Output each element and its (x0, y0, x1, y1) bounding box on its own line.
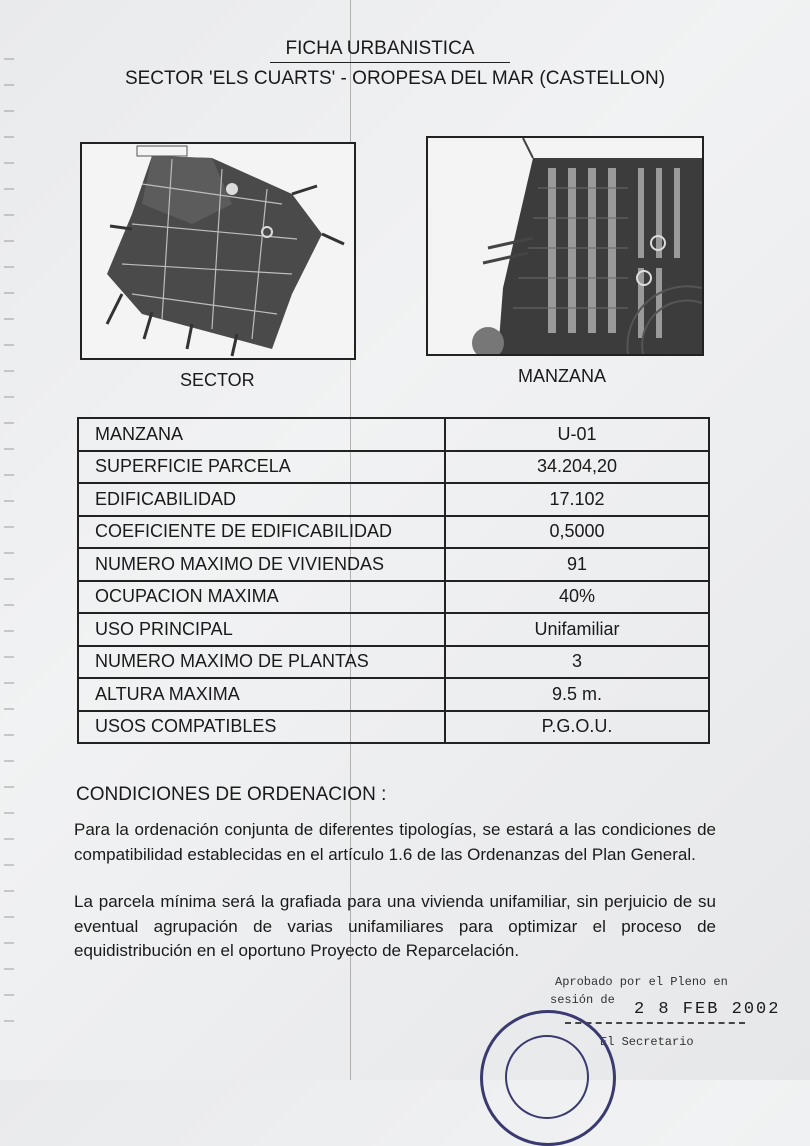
table-row (78, 418, 709, 451)
table-row (78, 581, 709, 614)
row-value: P.G.O.U. (445, 711, 709, 744)
row-label: NUMERO MAXIMO DE VIVIENDAS (78, 548, 445, 581)
row-value: U-01 (445, 418, 709, 451)
row-value: 3 (445, 646, 709, 679)
conditions-paragraph-1: Para la ordenación conjunta de diferentes tipologías, se estará a las condiciones de compatibilidad establecidas en el artículo 1.6 de las Ordenanzas del Plan General. (74, 820, 716, 864)
document-title: FICHA URBANISTICA (285, 38, 475, 59)
row-value: 0,5000 (445, 516, 709, 549)
conditions-paragraph-2: La parcela mínima será la grafiada para una vivienda unifamiliar, sin perjuicio de su eventual agrupación de varias unifamiliares para optimizar el proceso de equidistribución en el oportuno Proyecto de Reparcelación. (74, 892, 716, 960)
official-seal-icon (480, 1010, 616, 1146)
row-value: 91 (445, 548, 709, 581)
row-value: 34.204,20 (445, 451, 709, 484)
document-subtitle: SECTOR 'ELS CUARTS' - OROPESA DEL MAR (CASTELLON) (124, 68, 666, 89)
table-row (78, 711, 709, 744)
secretary-label: El Secretario (600, 1035, 694, 1049)
table-row (78, 678, 709, 711)
approval-date: 2 8 FEB 2002 (634, 1000, 781, 1019)
row-label: EDIFICABILIDAD (78, 483, 445, 516)
manzana-plan-image (426, 136, 704, 356)
conditions-heading: CONDICIONES DE ORDENACION : (76, 784, 387, 805)
row-label: USOS COMPATIBLES (78, 711, 445, 744)
stamp-dashed-line (565, 1022, 745, 1024)
sector-label: SECTOR (180, 370, 255, 390)
approval-stamp-session: sesión de (550, 993, 615, 1007)
row-value: 40% (445, 581, 709, 614)
approval-stamp-line: Aprobado por el Pleno en (555, 975, 728, 989)
sector-plan-image (80, 142, 356, 360)
table-row (78, 613, 709, 646)
table-row (78, 516, 709, 549)
urban-data-table (77, 417, 710, 744)
row-label: MANZANA (78, 418, 445, 451)
table-row (78, 451, 709, 484)
row-label: SUPERFICIE PARCELA (78, 451, 445, 484)
row-value: 17.102 (445, 483, 709, 516)
table-row (78, 548, 709, 581)
title-underline (270, 62, 510, 63)
binder-hole-marks (4, 40, 14, 1040)
row-label: NUMERO MAXIMO DE PLANTAS (78, 646, 445, 679)
row-value: Unifamiliar (445, 613, 709, 646)
manzana-label: MANZANA (518, 366, 607, 386)
row-value: 9.5 m. (445, 678, 709, 711)
row-label: ALTURA MAXIMA (78, 678, 445, 711)
table-row (78, 483, 709, 516)
row-label: OCUPACION MAXIMA (78, 581, 445, 614)
row-label: COEFICIENTE DE EDIFICABILIDAD (78, 516, 445, 549)
table-row (78, 646, 709, 679)
row-label: USO PRINCIPAL (78, 613, 445, 646)
